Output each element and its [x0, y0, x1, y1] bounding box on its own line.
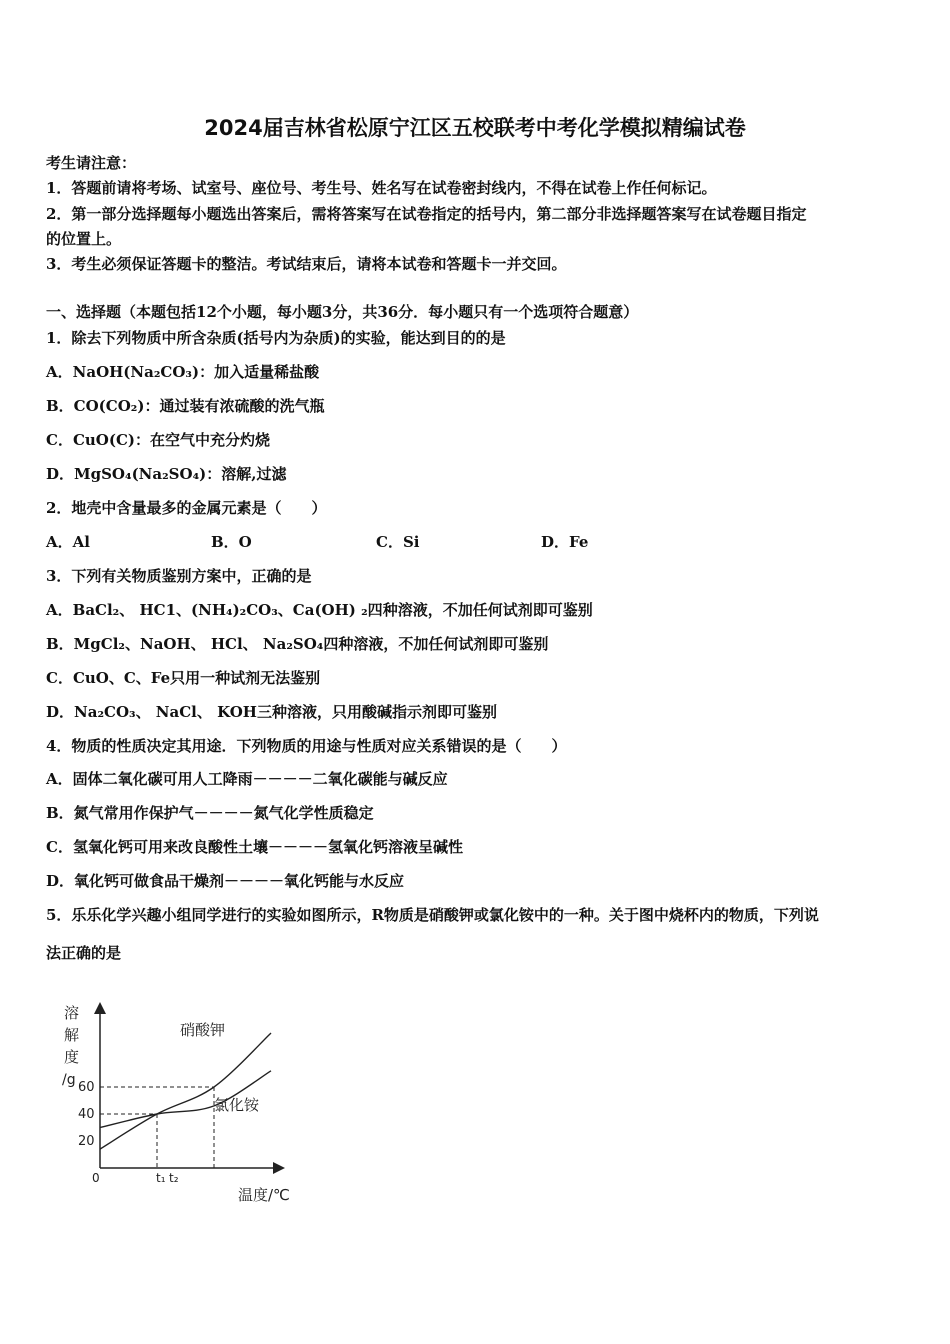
- q3-option-b: B．MgCl₂、NaOH、 HCl、 Na₂SO₄四种溶液，不加任何试剂即可鉴别: [46, 635, 549, 653]
- q3-option-c: C．CuO、C、Fe只用一种试剂无法鉴别: [46, 669, 321, 687]
- q4-option-c: C．氢氧化钙可用来改良酸性土壤－－－－氢氧化钙溶液呈碱性: [46, 838, 463, 856]
- q4-option-b: B．氮气常用作保护气－－－－氮气化学性质稳定: [46, 804, 374, 822]
- series-label-ammonium-chloride: 氯化铵: [214, 1096, 260, 1114]
- q3-stem: 3．下列有关物质鉴别方案中，正确的是: [46, 567, 312, 585]
- y-label-char-4: /g: [62, 1072, 76, 1088]
- notice-item-1: 1．答题前请将考场、试室号、座位号、考生号、姓名写在试卷密封线内，不得在试卷上作任何标记。: [46, 179, 717, 197]
- section-heading: 一、选择题（本题包括12个小题，每小题3分，共36分．每小题只有一个选项符合题意）: [46, 303, 639, 321]
- q5-stem-line1: 5．乐乐化学兴趣小组同学进行的实验如图所示，R物质是硝酸钾或氯化铵中的一种。关于图中烧杯内的物质，下列说: [46, 906, 819, 924]
- q4-option-d: D．氧化钙可做食品干燥剂－－－－氧化钙能与水反应: [46, 872, 405, 890]
- x-tick-t2: t₂: [169, 1171, 179, 1185]
- q2-options: [46, 531, 588, 552]
- q1-stem: 1．除去下列物质中所含杂质(括号内为杂质)的实验，能达到目的的是: [46, 329, 506, 347]
- y-label-char-3: 度: [64, 1048, 80, 1066]
- series-line-potassium-nitrate: [100, 1033, 271, 1149]
- q3-option-d: D．Na₂CO₃、 NaCl、 KOH三种溶液，只用酸碱指示剂即可鉴别: [46, 703, 497, 721]
- q2-option-c: C．Si: [376, 533, 420, 551]
- y-tick-60: 60: [78, 1080, 95, 1095]
- y-tick-20: 20: [78, 1134, 95, 1149]
- y-label-char-1: 溶: [64, 1004, 80, 1022]
- page-title: 2024届吉林省松原宁江区五校联考中考化学模拟精编试卷: [204, 116, 746, 140]
- origin-label: 0: [92, 1171, 100, 1185]
- solubility-graph: [50, 1000, 320, 1210]
- q1-option-d: D．MgSO₄(Na₂SO₄)：溶解,过滤: [46, 465, 287, 483]
- q2-option-b: B．O: [211, 533, 252, 551]
- q2-option-a: A．Al: [46, 533, 90, 551]
- notice-item-2-cont: 的位置上。: [46, 230, 122, 248]
- y-label-char-2: 解: [64, 1026, 80, 1044]
- x-tick-t1: t₁: [156, 1171, 166, 1185]
- q1-option-c: C．CuO(C)：在空气中充分灼烧: [46, 431, 270, 449]
- q3-option-a: A．BaCl₂、 HC1、(NH₄)₂CO₃、Ca(OH) ₂四种溶液，不加任何试剂即可鉴别: [46, 601, 593, 619]
- y-tick-40: 40: [78, 1107, 95, 1122]
- q4-stem: 4．物质的性质决定其用途．下列物质的用途与性质对应关系错误的是（ ）: [46, 737, 567, 755]
- q1-option-b: B．CO(CO₂)：通过装有浓硫酸的洗气瓶: [46, 397, 325, 415]
- q4-option-a: A．固体二氧化碳可用人工降雨－－－－二氧化碳能与碱反应: [46, 770, 448, 788]
- notice-heading: 考生请注意：: [46, 154, 137, 172]
- notice-item-2: 2．第一部分选择题每小题选出答案后，需将答案写在试卷指定的括号内，第二部分非选择题答案写在试卷题目指定: [46, 205, 807, 223]
- notice-item-3: 3．考生必须保证答题卡的整洁。考试结束后，请将本试卷和答题卡一并交回。: [46, 255, 567, 273]
- q2-stem: 2．地壳中含量最多的金属元素是（ ）: [46, 499, 327, 517]
- q5-stem-line2: 法正确的是: [46, 944, 122, 962]
- x-axis-label: 温度/℃: [238, 1186, 290, 1204]
- q1-option-a: A．NaOH(Na₂CO₃)：加入适量稀盐酸: [46, 363, 320, 381]
- series-label-potassium-nitrate: 硝酸钾: [180, 1021, 226, 1039]
- q2-option-d: D．Fe: [541, 533, 589, 551]
